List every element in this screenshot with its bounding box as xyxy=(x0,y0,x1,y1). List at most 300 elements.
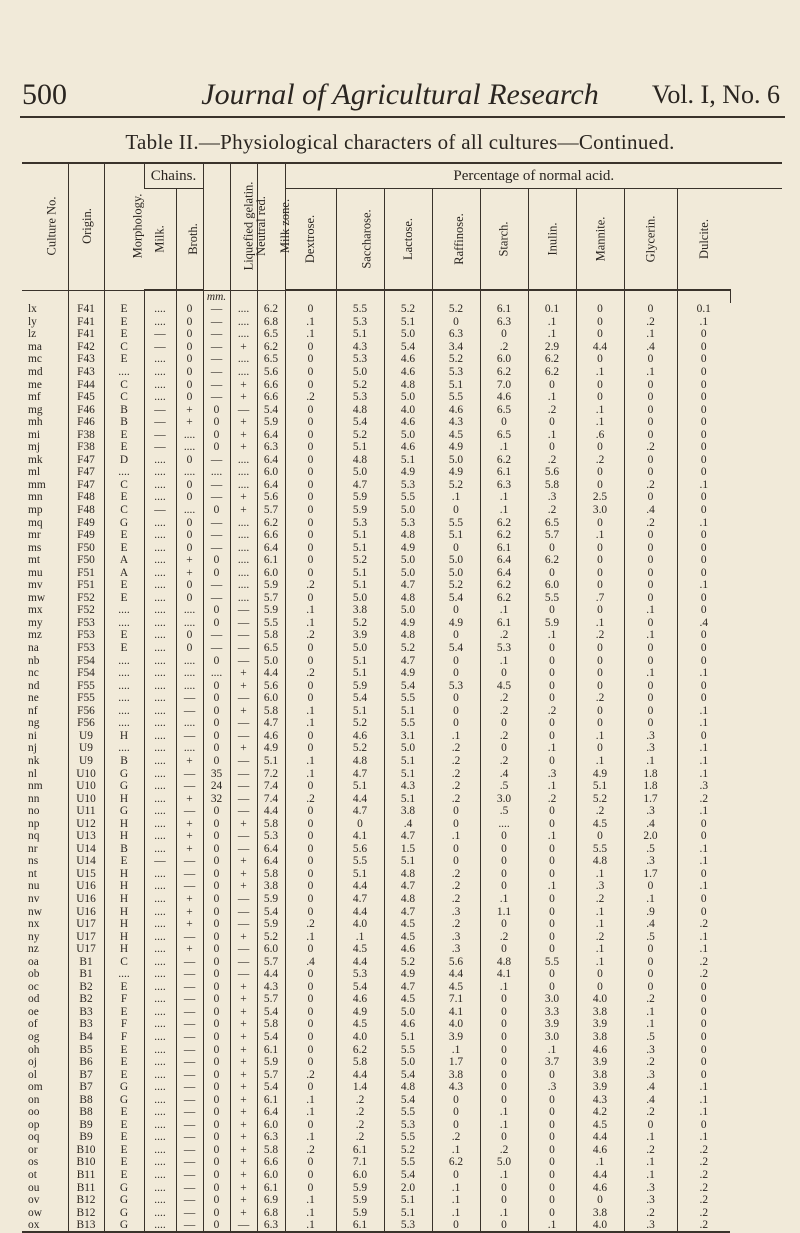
neutral-red-cell: — xyxy=(230,792,257,805)
milk-zone-cell: 6.6 xyxy=(257,529,285,542)
gelatin-cell: 0 xyxy=(203,1093,230,1106)
milk-cell: .... xyxy=(144,705,176,718)
broth-cell: 0 xyxy=(176,541,203,554)
neutral-red-cell: + xyxy=(230,667,257,680)
milk-zone-cell: 5.6 xyxy=(257,366,285,379)
morphology-cell: B xyxy=(104,843,144,856)
culture-cell: ms xyxy=(28,541,42,554)
table-row xyxy=(22,1219,782,1233)
glycerin-cell: 0 xyxy=(624,391,677,404)
morphology-cell: E xyxy=(104,1068,144,1081)
culture-cell: nd xyxy=(28,679,40,692)
origin-cell: F53 xyxy=(68,642,104,655)
saccharose-cell: 5.0 xyxy=(336,642,384,655)
mannite-cell: 0 xyxy=(576,303,624,316)
culture-cell: oa xyxy=(28,955,39,968)
milk-zone-cell: 6.1 xyxy=(257,1093,285,1106)
morphology-cell: .... xyxy=(104,654,144,667)
lactose-cell: 5.1 xyxy=(384,454,432,467)
saccharose-cell: 5.1 xyxy=(336,541,384,554)
neutral-red-cell: + xyxy=(230,1068,257,1081)
raffinose-cell: 4.5 xyxy=(432,981,480,994)
dextrose-cell: 0 xyxy=(285,592,336,605)
glycerin-cell: .3 xyxy=(624,1181,677,1194)
page-number: 500 xyxy=(22,78,67,111)
milk-zone-cell: 6.3 xyxy=(257,441,285,454)
lactose-cell: 5.5 xyxy=(384,1156,432,1169)
mannite-cell: 5.2 xyxy=(576,792,624,805)
table-row xyxy=(22,303,782,316)
header-rule xyxy=(20,116,785,118)
raffinose-cell: 0 xyxy=(432,667,480,680)
morphology-cell: .... xyxy=(104,692,144,705)
inulin-cell: 0 xyxy=(528,604,576,617)
morphology-cell: E xyxy=(104,541,144,554)
mannite-cell: 0 xyxy=(576,554,624,567)
milk-zone-cell: 5.9 xyxy=(257,1056,285,1069)
dextrose-cell: 0 xyxy=(285,403,336,416)
dulcite-cell: 0 xyxy=(677,428,730,441)
saccharose-cell: 5.1 xyxy=(336,328,384,341)
inulin-cell: .1 xyxy=(528,391,576,404)
milk-zone-cell: 7.4 xyxy=(257,792,285,805)
saccharose-cell: 4.5 xyxy=(336,1018,384,1031)
raffinose-cell: .2 xyxy=(432,893,480,906)
raffinose-cell: .1 xyxy=(432,1181,480,1194)
lactose-cell: 4.5 xyxy=(384,930,432,943)
glycerin-cell: 0 xyxy=(624,554,677,567)
milk-cell: .... xyxy=(144,918,176,931)
mannite-cell: 0 xyxy=(576,441,624,454)
inulin-cell: 0 xyxy=(528,1181,576,1194)
glycerin-cell: .1 xyxy=(624,328,677,341)
broth-cell: 0 xyxy=(176,642,203,655)
milk-cell: .... xyxy=(144,1068,176,1081)
dextrose-cell: 0 xyxy=(285,566,336,579)
raffinose-cell: .2 xyxy=(432,767,480,780)
dextrose-cell: 0 xyxy=(285,730,336,743)
glycerin-cell: .5 xyxy=(624,843,677,856)
dextrose-cell: 0 xyxy=(285,742,336,755)
glycerin-cell: .2 xyxy=(624,1056,677,1069)
origin-cell: U16 xyxy=(68,905,104,918)
col-starch-header: Starch. xyxy=(480,189,528,291)
dulcite-cell: .2 xyxy=(677,792,730,805)
dextrose-cell: .1 xyxy=(285,767,336,780)
mannite-cell: .1 xyxy=(576,868,624,881)
culture-cell: nc xyxy=(28,667,39,680)
broth-cell: .... xyxy=(176,742,203,755)
morphology-cell: E xyxy=(104,428,144,441)
table-row xyxy=(22,554,782,567)
raffinose-cell: 6.3 xyxy=(432,328,480,341)
milk-zone-cell: 6.5 xyxy=(257,328,285,341)
dextrose-cell: 0 xyxy=(285,1169,336,1182)
inulin-cell: 0 xyxy=(528,692,576,705)
milk-cell: — xyxy=(144,855,176,868)
morphology-cell: G xyxy=(104,1081,144,1094)
mannite-cell: 4.4 xyxy=(576,1169,624,1182)
table-row xyxy=(22,1043,782,1056)
saccharose-cell: 0 xyxy=(336,817,384,830)
dextrose-cell: .1 xyxy=(285,1194,336,1207)
broth-cell: — xyxy=(176,1181,203,1194)
dulcite-cell: 0 xyxy=(677,692,730,705)
broth-cell: — xyxy=(176,1056,203,1069)
morphology-cell: E xyxy=(104,491,144,504)
dextrose-cell: 0 xyxy=(285,855,336,868)
neutral-red-cell: + xyxy=(230,416,257,429)
broth-cell: — xyxy=(176,705,203,718)
milk-zone-cell: 6.3 xyxy=(257,1219,285,1233)
neutral-red-cell: + xyxy=(230,1093,257,1106)
origin-cell: B2 xyxy=(68,981,104,994)
gelatin-unit: mm. xyxy=(203,290,230,303)
saccharose-cell: 5.9 xyxy=(336,1181,384,1194)
lactose-cell: 5.0 xyxy=(384,1056,432,1069)
starch-cell: .4 xyxy=(480,767,528,780)
inulin-cell: 0 xyxy=(528,541,576,554)
dextrose-cell: 0 xyxy=(285,1031,336,1044)
saccharose-cell: 5.1 xyxy=(336,780,384,793)
culture-cell: oc xyxy=(28,980,39,993)
neutral-red-cell: + xyxy=(230,378,257,391)
broth-cell: 0 xyxy=(176,391,203,404)
dulcite-cell: 0.1 xyxy=(677,303,730,316)
saccharose-cell: 6.0 xyxy=(336,1169,384,1182)
glycerin-cell: .1 xyxy=(624,1156,677,1169)
inulin-cell: 0 xyxy=(528,1068,576,1081)
inulin-cell: 0 xyxy=(528,918,576,931)
gelatin-cell: 0 xyxy=(203,993,230,1006)
neutral-red-cell: + xyxy=(230,1156,257,1169)
neutral-red-cell: — xyxy=(230,943,257,956)
lactose-cell: 5.5 xyxy=(384,491,432,504)
glycerin-cell: 0 xyxy=(624,1119,677,1132)
inulin-cell: 0 xyxy=(528,943,576,956)
glycerin-cell: 0 xyxy=(624,692,677,705)
mannite-cell: 0 xyxy=(576,981,624,994)
col-origin-header: Origin. xyxy=(68,163,104,290)
starch-cell: 4.8 xyxy=(480,955,528,968)
culture-cell: od xyxy=(28,993,40,1006)
lactose-cell: 5.3 xyxy=(384,479,432,492)
gelatin-cell: — xyxy=(203,366,230,379)
saccharose-cell: 5.4 xyxy=(336,981,384,994)
glycerin-cell: 1.7 xyxy=(624,792,677,805)
glycerin-cell: .5 xyxy=(624,930,677,943)
dulcite-cell: 0 xyxy=(677,604,730,617)
milk-cell: .... xyxy=(144,391,176,404)
mannite-cell: 0 xyxy=(576,604,624,617)
milk-cell: .... xyxy=(144,843,176,856)
dextrose-cell: 0 xyxy=(285,504,336,517)
saccharose-cell: 5.3 xyxy=(336,316,384,329)
inulin-cell: 0 xyxy=(528,1119,576,1132)
origin-cell: B9 xyxy=(68,1119,104,1132)
raffinose-cell: .1 xyxy=(432,491,480,504)
table-row xyxy=(22,566,782,579)
culture-cell: ow xyxy=(28,1206,42,1219)
raffinose-cell: .2 xyxy=(432,792,480,805)
lactose-cell: 5.1 xyxy=(384,316,432,329)
milk-cell: .... xyxy=(144,366,176,379)
glycerin-cell: .1 xyxy=(624,366,677,379)
lactose-cell: 5.2 xyxy=(384,303,432,316)
table-row xyxy=(22,868,782,881)
morphology-cell: G xyxy=(104,1093,144,1106)
table-row xyxy=(22,629,782,642)
milk-cell: .... xyxy=(144,830,176,843)
origin-cell: F41 xyxy=(68,303,104,316)
morphology-cell: G xyxy=(104,805,144,818)
dulcite-cell: .1 xyxy=(677,316,730,329)
glycerin-cell: 0 xyxy=(624,541,677,554)
table-row xyxy=(22,805,782,818)
milk-cell: .... xyxy=(144,817,176,830)
glycerin-cell: 0 xyxy=(624,679,677,692)
origin-cell: U16 xyxy=(68,893,104,906)
saccharose-cell: 5.3 xyxy=(336,353,384,366)
broth-cell: .... xyxy=(176,604,203,617)
culture-cell: nt xyxy=(28,867,37,880)
inulin-cell: 5.8 xyxy=(528,479,576,492)
culture-cell: mz xyxy=(28,629,42,642)
dulcite-cell: .2 xyxy=(677,955,730,968)
mannite-cell: 0 xyxy=(576,479,624,492)
table-row xyxy=(22,767,782,780)
starch-cell: .1 xyxy=(480,504,528,517)
neutral-red-cell: + xyxy=(230,1031,257,1044)
lactose-cell: 4.6 xyxy=(384,943,432,956)
dextrose-cell: 0 xyxy=(285,303,336,316)
dulcite-cell: .1 xyxy=(677,880,730,893)
glycerin-cell: .1 xyxy=(624,604,677,617)
broth-cell: — xyxy=(176,868,203,881)
broth-cell: — xyxy=(176,1081,203,1094)
morphology-cell: E xyxy=(104,855,144,868)
starch-cell: 0 xyxy=(480,717,528,730)
neutral-red-cell: + xyxy=(230,441,257,454)
dulcite-cell: 0 xyxy=(677,441,730,454)
starch-cell: 0 xyxy=(480,855,528,868)
raffinose-cell: 4.4 xyxy=(432,968,480,981)
table-row xyxy=(22,855,782,868)
morphology-cell: E xyxy=(104,579,144,592)
origin-cell: B12 xyxy=(68,1194,104,1207)
origin-cell: F48 xyxy=(68,491,104,504)
broth-cell: + xyxy=(176,817,203,830)
lactose-cell: 5.4 xyxy=(384,1093,432,1106)
origin-cell: B12 xyxy=(68,1206,104,1219)
glycerin-cell: .3 xyxy=(624,730,677,743)
milk-cell: .... xyxy=(144,491,176,504)
dulcite-cell: 0 xyxy=(677,1056,730,1069)
dulcite-cell: .1 xyxy=(677,717,730,730)
saccharose-cell: 4.6 xyxy=(336,730,384,743)
dulcite-cell: 0 xyxy=(677,491,730,504)
starch-cell: 6.5 xyxy=(480,403,528,416)
origin-cell: F56 xyxy=(68,705,104,718)
neutral-red-cell: — xyxy=(230,755,257,768)
inulin-cell: 0 xyxy=(528,893,576,906)
milk-cell: — xyxy=(144,428,176,441)
neutral-red-cell: .... xyxy=(230,592,257,605)
morphology-cell: E xyxy=(104,592,144,605)
raffinose-cell: 5.1 xyxy=(432,378,480,391)
inulin-cell: .1 xyxy=(528,629,576,642)
table-row xyxy=(22,817,782,830)
raffinose-cell: 5.5 xyxy=(432,391,480,404)
broth-cell: — xyxy=(176,1018,203,1031)
glycerin-cell: .2 xyxy=(624,993,677,1006)
milk-cell: .... xyxy=(144,755,176,768)
lactose-cell: 4.7 xyxy=(384,880,432,893)
col-inulin-header: Inulin. xyxy=(528,189,576,291)
origin-cell: B11 xyxy=(68,1169,104,1182)
milk-zone-cell: 6.1 xyxy=(257,1043,285,1056)
table-row xyxy=(22,880,782,893)
table-row xyxy=(22,993,782,1006)
milk-zone-cell: 5.8 xyxy=(257,1144,285,1157)
starch-cell: 3.0 xyxy=(480,792,528,805)
starch-cell: 6.3 xyxy=(480,479,528,492)
saccharose-cell: 4.1 xyxy=(336,830,384,843)
milk-cell: .... xyxy=(144,968,176,981)
col-neutral-red-header: Neutral red. xyxy=(230,163,257,290)
table-row xyxy=(22,930,782,943)
mannite-cell: 4.5 xyxy=(576,1119,624,1132)
dulcite-cell: 0 xyxy=(677,905,730,918)
table-row xyxy=(22,604,782,617)
neutral-red-cell: .... xyxy=(230,579,257,592)
dulcite-cell: .1 xyxy=(677,667,730,680)
saccharose-cell: 5.1 xyxy=(336,705,384,718)
glycerin-cell: 0 xyxy=(624,705,677,718)
saccharose-cell: 6.1 xyxy=(336,1144,384,1157)
physiological-characters-table xyxy=(22,162,782,1233)
mannite-cell: 0 xyxy=(576,667,624,680)
raffinose-cell: 1.7 xyxy=(432,1056,480,1069)
raffinose-cell: 4.9 xyxy=(432,441,480,454)
mannite-cell: .2 xyxy=(576,454,624,467)
broth-cell: + xyxy=(176,905,203,918)
milk-cell: .... xyxy=(144,767,176,780)
lactose-cell: 5.5 xyxy=(384,692,432,705)
raffinose-cell: 4.5 xyxy=(432,428,480,441)
dulcite-cell: 0 xyxy=(677,1043,730,1056)
gelatin-cell: 0 xyxy=(203,428,230,441)
table-row xyxy=(22,1119,782,1132)
saccharose-cell: 4.6 xyxy=(336,993,384,1006)
starch-cell: 0 xyxy=(480,667,528,680)
milk-zone-cell: 5.7 xyxy=(257,592,285,605)
morphology-cell: C xyxy=(104,391,144,404)
gelatin-cell: 0 xyxy=(203,1194,230,1207)
milk-zone-cell: 6.4 xyxy=(257,428,285,441)
dulcite-cell: 0 xyxy=(677,654,730,667)
gelatin-cell: 0 xyxy=(203,1106,230,1119)
gelatin-cell: 0 xyxy=(203,1206,230,1219)
neutral-red-cell: + xyxy=(230,1081,257,1094)
milk-zone-cell: 5.7 xyxy=(257,504,285,517)
saccharose-cell: 4.7 xyxy=(336,805,384,818)
lactose-cell: 5.4 xyxy=(384,1068,432,1081)
mannite-cell: .2 xyxy=(576,805,624,818)
dulcite-cell: .2 xyxy=(677,968,730,981)
gelatin-cell: 0 xyxy=(203,955,230,968)
starch-cell: 6.1 xyxy=(480,303,528,316)
origin-cell: F45 xyxy=(68,391,104,404)
mannite-cell: 3.9 xyxy=(576,1018,624,1031)
milk-zone-cell: 5.8 xyxy=(257,868,285,881)
lactose-cell: 4.6 xyxy=(384,366,432,379)
morphology-cell: E xyxy=(104,1144,144,1157)
culture-cell: mx xyxy=(28,604,43,617)
neutral-red-cell: — xyxy=(230,905,257,918)
lactose-cell: 4.7 xyxy=(384,981,432,994)
origin-cell: F54 xyxy=(68,654,104,667)
culture-cell: np xyxy=(28,817,40,830)
starch-cell: 0 xyxy=(480,993,528,1006)
broth-cell: .... xyxy=(176,654,203,667)
lactose-cell: 5.1 xyxy=(384,1194,432,1207)
lactose-cell: 5.1 xyxy=(384,792,432,805)
milk-zone-cell: 6.6 xyxy=(257,391,285,404)
milk-zone-cell: 4.7 xyxy=(257,717,285,730)
starch-cell: 6.1 xyxy=(480,541,528,554)
inulin-cell: 2.9 xyxy=(528,341,576,354)
glycerin-cell: .2 xyxy=(624,441,677,454)
glycerin-cell: .1 xyxy=(624,1006,677,1019)
gelatin-cell: 0 xyxy=(203,705,230,718)
mannite-cell: 4.6 xyxy=(576,1181,624,1194)
lactose-cell: 4.7 xyxy=(384,830,432,843)
milk-zone-cell: 6.8 xyxy=(257,316,285,329)
origin-cell: B13 xyxy=(68,1219,104,1233)
inulin-cell: 3.0 xyxy=(528,993,576,1006)
gelatin-cell: 0 xyxy=(203,692,230,705)
culture-cell: nz xyxy=(28,943,39,956)
glycerin-cell: 0 xyxy=(624,454,677,467)
dulcite-cell: .2 xyxy=(677,1194,730,1207)
gelatin-cell: — xyxy=(203,378,230,391)
dextrose-cell: 0 xyxy=(285,830,336,843)
gelatin-cell: 0 xyxy=(203,918,230,931)
dextrose-cell: 0 xyxy=(285,1181,336,1194)
volume-issue: Vol. I, No. 6 xyxy=(651,80,780,109)
broth-cell: 0 xyxy=(176,366,203,379)
neutral-red-cell: + xyxy=(230,1006,257,1019)
mannite-cell: .1 xyxy=(576,943,624,956)
origin-cell: F50 xyxy=(68,554,104,567)
table-row xyxy=(22,1056,782,1069)
neutral-red-cell: — xyxy=(230,617,257,630)
inulin-cell: 0 xyxy=(528,416,576,429)
starch-cell: 4.6 xyxy=(480,391,528,404)
neutral-red-cell: .... xyxy=(230,303,257,316)
origin-cell: U17 xyxy=(68,930,104,943)
origin-cell: F49 xyxy=(68,516,104,529)
dulcite-cell: .1 xyxy=(677,930,730,943)
morphology-cell: B xyxy=(104,403,144,416)
glycerin-cell: .1 xyxy=(624,667,677,680)
raffinose-cell: .1 xyxy=(432,1206,480,1219)
culture-cell: ny xyxy=(28,930,40,943)
dulcite-cell: 0 xyxy=(677,1068,730,1081)
milk-cell: .... xyxy=(144,1031,176,1044)
dextrose-cell: 0 xyxy=(285,479,336,492)
